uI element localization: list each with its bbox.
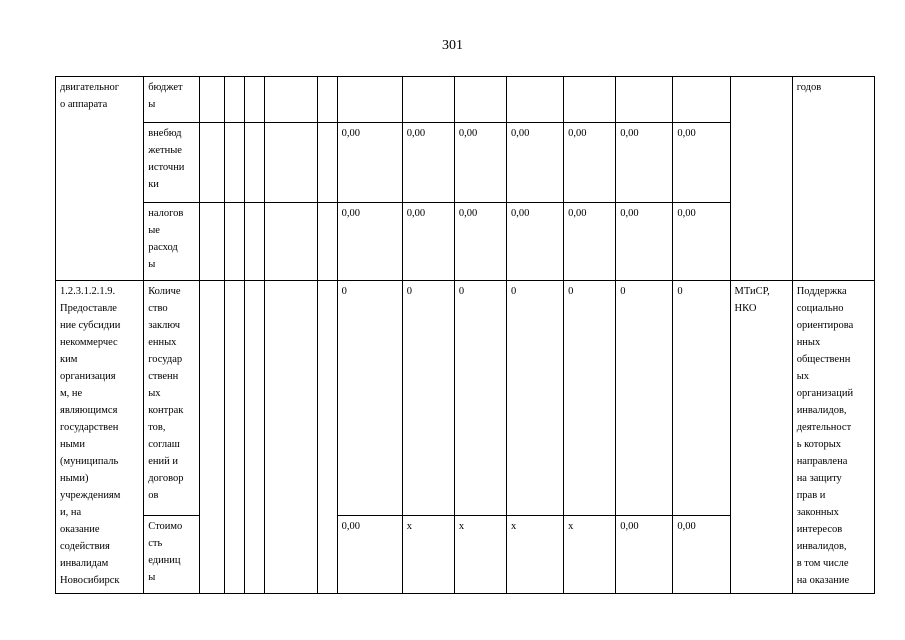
value-cell: 0,00	[454, 203, 506, 281]
value-cell: x	[507, 516, 564, 594]
indicator-cell: бюджет ы	[144, 77, 200, 123]
page-number: 301	[442, 38, 463, 53]
activity-cell: двигательног о аппарата	[56, 77, 144, 281]
value-cell: x	[454, 516, 506, 594]
value-cell	[402, 77, 454, 123]
value-cell	[616, 77, 673, 123]
program-table	[55, 76, 875, 594]
value-cell: 0	[454, 281, 506, 516]
indicator-cell: налогов ые расход ы	[144, 203, 200, 281]
value-cell	[337, 77, 402, 123]
value-cell: 0	[507, 281, 564, 516]
value-cell: 0,00	[337, 203, 402, 281]
table-row	[56, 77, 875, 123]
value-cell: 0,00	[337, 123, 402, 203]
value-cell	[564, 77, 616, 123]
value-cell: 0,00	[402, 203, 454, 281]
value-cell: 0,00	[616, 123, 673, 203]
value-cell: 0,00	[454, 123, 506, 203]
value-cell	[454, 77, 506, 123]
value-cell: 0,00	[673, 516, 730, 594]
value-cell: x	[402, 516, 454, 594]
value-cell: 0,00	[564, 123, 616, 203]
value-cell: 0	[616, 281, 673, 516]
value-cell: 0,00	[507, 203, 564, 281]
executor-cell	[730, 77, 792, 281]
activity-cell: 1.2.3.1.2.1.9. Предоставле ние субсидии некоммерчес ким организация м, не являющимся государствен ными (муниципаль ными) учреждениям и, на оказание содействия инвалидам Новосибирск	[56, 281, 144, 594]
value-cell: 0,00	[673, 203, 730, 281]
value-cell: 0	[673, 281, 730, 516]
executor-cell: МТиСР, НКО	[730, 281, 792, 594]
value-cell	[673, 77, 730, 123]
value-cell: x	[564, 516, 616, 594]
purpose-cell: Поддержка социально ориентирова нных общественн ых организаций инвалидов, деятельност ь которых направлена на защиту прав и законных интересов инвалидов, в том числе на оказание	[792, 281, 874, 594]
purpose-cell: годов	[792, 77, 874, 281]
value-cell: 0,00	[402, 123, 454, 203]
value-cell: 0	[564, 281, 616, 516]
value-cell: 0,00	[673, 123, 730, 203]
value-cell	[507, 77, 564, 123]
value-cell: 0	[337, 281, 402, 516]
value-cell: 0,00	[337, 516, 402, 594]
indicator-cell: Стоимо сть единиц ы	[144, 516, 200, 594]
value-cell: 0	[402, 281, 454, 516]
value-cell: 0,00	[616, 203, 673, 281]
value-cell: 0,00	[507, 123, 564, 203]
indicator-cell: внебюд жетные источни ки	[144, 123, 200, 203]
value-cell: 0,00	[564, 203, 616, 281]
indicator-cell: Количе ство заключ енных государ ственн ых контрак тов, соглаш ений и договор ов	[144, 281, 200, 516]
table-row	[56, 281, 875, 516]
value-cell: 0,00	[616, 516, 673, 594]
